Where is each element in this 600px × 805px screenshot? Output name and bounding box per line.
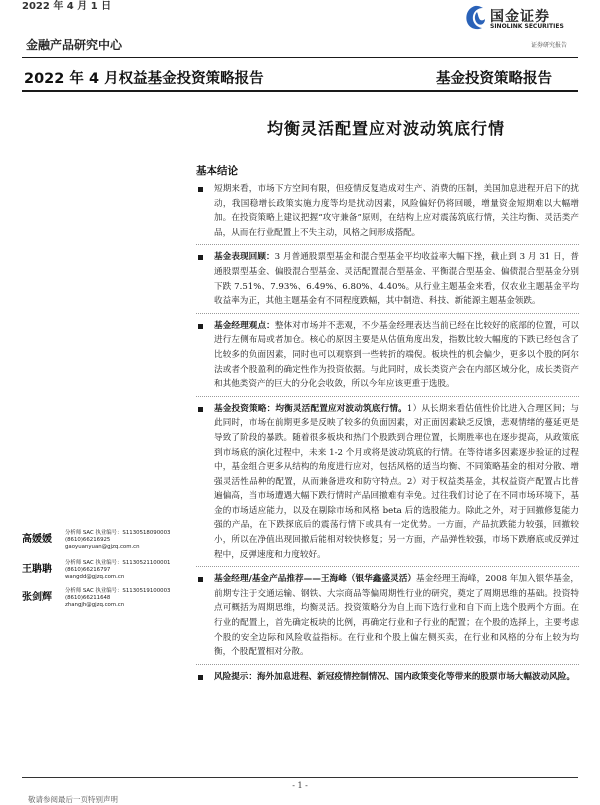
bullet-head: 基金表现回顾： xyxy=(214,252,275,263)
analyst-name: 张剑辉 xyxy=(22,592,52,603)
footer-disclaimer: 敬请参阅最后一页特别声明 xyxy=(28,795,118,804)
analyst-email[interactable]: gaoyuanyuan@gjzq.com.cn xyxy=(65,544,140,550)
analyst-cert: 分析师 SAC 执业编号：S1130519100003 xyxy=(65,588,171,594)
bullet-divider xyxy=(196,566,579,567)
bullet-fund-recommendation xyxy=(196,572,579,660)
bullet-market-outlook xyxy=(196,182,579,240)
analyst-email[interactable]: wangdd@gjzq.com.cn xyxy=(65,574,125,580)
bullet-divider xyxy=(196,664,579,665)
footer-divider xyxy=(22,777,578,778)
bullet-text: 短期来看，市场下方空间有限，但疫情反复造成对生产、消费的压制，美国加息进程开启下的扰动，我国稳增长政策实施力度等均是扰动因素，风险偏好仍将回暖，增量资金短期难以大幅增加。在投资策略上建议把握“攻守兼备”原则，在结构上应对震荡筑底行情，关注均衡、灵活类产品，从而在行业配置上不失主动，风格之间形成搭配。 xyxy=(214,184,579,238)
department-name: 金融产品研究中心 xyxy=(26,38,123,52)
section-heading: 基本结论 xyxy=(196,165,238,177)
conclusion-list xyxy=(196,182,579,684)
analyst-phone: (8610)66211648 xyxy=(65,595,111,601)
bullet-performance-review xyxy=(196,250,579,308)
bullet-manager-views xyxy=(196,319,579,392)
logo-tagline: 证券研究报告 xyxy=(531,42,568,49)
bullet-head: 基金经理/基金产品推荐——王海峰（银华鑫盛灵活） xyxy=(214,574,417,585)
bullet-text: 基金经理王海峰，2008 年加入银华基金，前期专注于交通运输、钢铁、大宗商品等偏周期性行业的研究，奠定了周期思维的基础。投资特点可概括为周期思维，均衡灵活。投资策略分为自上而下选行业和自下而上选个股两个方面。在行业的配置上，首先确定板块的比例，再确定行业和子行业的配置；在个股的选择上，主要考虑个股的安全边际和风险收益指标。在行业和个股上偏左侧买卖，在行业和风格的分布上较为均衡，个股配置相对分散。 xyxy=(214,574,579,658)
analyst-cert: 分析师 SAC 执业编号：S1130521100001 xyxy=(65,560,171,566)
analyst-phone: (8610)66216797 xyxy=(65,567,111,573)
logo-text-cn: 国金证券 xyxy=(490,9,550,25)
report-type: 基金投资策略报告 xyxy=(436,71,552,87)
header-divider-bottom xyxy=(22,90,578,92)
header-divider-top xyxy=(22,57,578,58)
analyst-phone: (8610)66216925 xyxy=(65,537,111,543)
bullet-text: 1）从长期来看估值性价比进入合理区间；与此同时，市场在前期更多是反映了较多的负面因素，对正面因素缺乏反馈，悲观情绪的蔓延更是导致了阶段的暴跌。随着很多板块和热门个股跌到合理位置，长期胜率也在逐步提高，从政策底到市场底的演化过程中，未来 1-2 个月或将是波动筑底的行情。在等待诸多因素逐步验证的过程中，基金组合更多从结构的角度进行应对，包括风格的适当均衡、不同策略基金的相对分散、增强灵活性品种的配置，从而兼备进攻和防守特点。2）对于权益类基金，其权益资产配置占比普遍偏高，当市场遭遇大幅下跌行情时产品回撤难有幸免。过往我们讨论了在不同市场环境下，基金的市场适应能力，以及在剔除市场和风格 beta 后的选股能力。除此之外，对于回撤修复能力强的产品，在下跌探底后的震荡行情下或具有一定优势。一方面，产品抗跌能力较强，回撤较小，所以在净值出现回撤后能相对较快修复；另一方面，产品弹性较强，市场下跌磨底或反弹过程中，反弹速度和力度较好。 xyxy=(214,403,579,560)
bullet-text: 3 月普通股票型基金和混合型基金平均收益率大幅下挫，截止到 3 月 31 日，普通股票型基金、偏股混合型基金、灵活配置混合型基金、平衡混合型基金、偏债混合型基金分别下跌 7.51%、7.93%、6.49%、6.80%、4.40%。从行业主题基金来看，仅农业主题基金平均收益率为正，其他主题基金有不同程度跌幅，其中制造、科技、新能源主题基金领跌。 xyxy=(214,252,579,307)
bullet-risk-warning xyxy=(196,670,579,685)
bullet-divider xyxy=(196,313,579,314)
report-title: 2022 年 4 月权益基金投资策略报告 xyxy=(24,71,264,87)
report-date: 2022 年 4 月 1 日 xyxy=(22,1,112,12)
bullet-head: 基金经理观点： xyxy=(214,320,275,331)
bullet-investment-strategy xyxy=(196,402,579,563)
page-number: - 1 - xyxy=(292,781,308,790)
logo-text-en: SINOLINK SECURITIES xyxy=(490,23,564,30)
bullet-head: 基金投资策略：均衡灵活配置应对波动筑底行情。 xyxy=(214,403,407,414)
bullet-text: 整体对市场并不悲观，不少基金经理表达当前已经在比较好的底部的位置，可以进行左侧布局或者加仓。核心的原因主要是从估值角度出发，指数比较大幅度的下跌已经包含了比较多的负面因素，同时也可以观察到一些转折的端倪。板块性的机会偏少，更多以个股的阿尔法或者个股盈利的确定性作为投资依据。与此同时，成长类资产会在内部区域分化，成长类资产和其他类资产的巨大的分化会收敛，所以今年应该更重于选股。 xyxy=(214,320,579,390)
bullet-divider xyxy=(196,244,579,245)
main-title: 均衡灵活配置应对波动筑底行情 xyxy=(266,119,505,138)
analyst-name: 王聃聃 xyxy=(22,564,52,575)
analyst-email[interactable]: zhangjh@gjzq.com.cn xyxy=(65,602,125,608)
analyst-cert: 分析师 SAC 执业编号：S1130518090003 xyxy=(65,530,171,536)
analyst-name: 高媛媛 xyxy=(22,534,52,545)
company-logo-icon xyxy=(463,4,487,32)
bullet-divider xyxy=(196,396,579,397)
bullet-head: 风险提示：海外加息进程、新冠疫情控制情况、国内政策变化等带来的股票市场大幅波动风险。 xyxy=(214,671,575,682)
